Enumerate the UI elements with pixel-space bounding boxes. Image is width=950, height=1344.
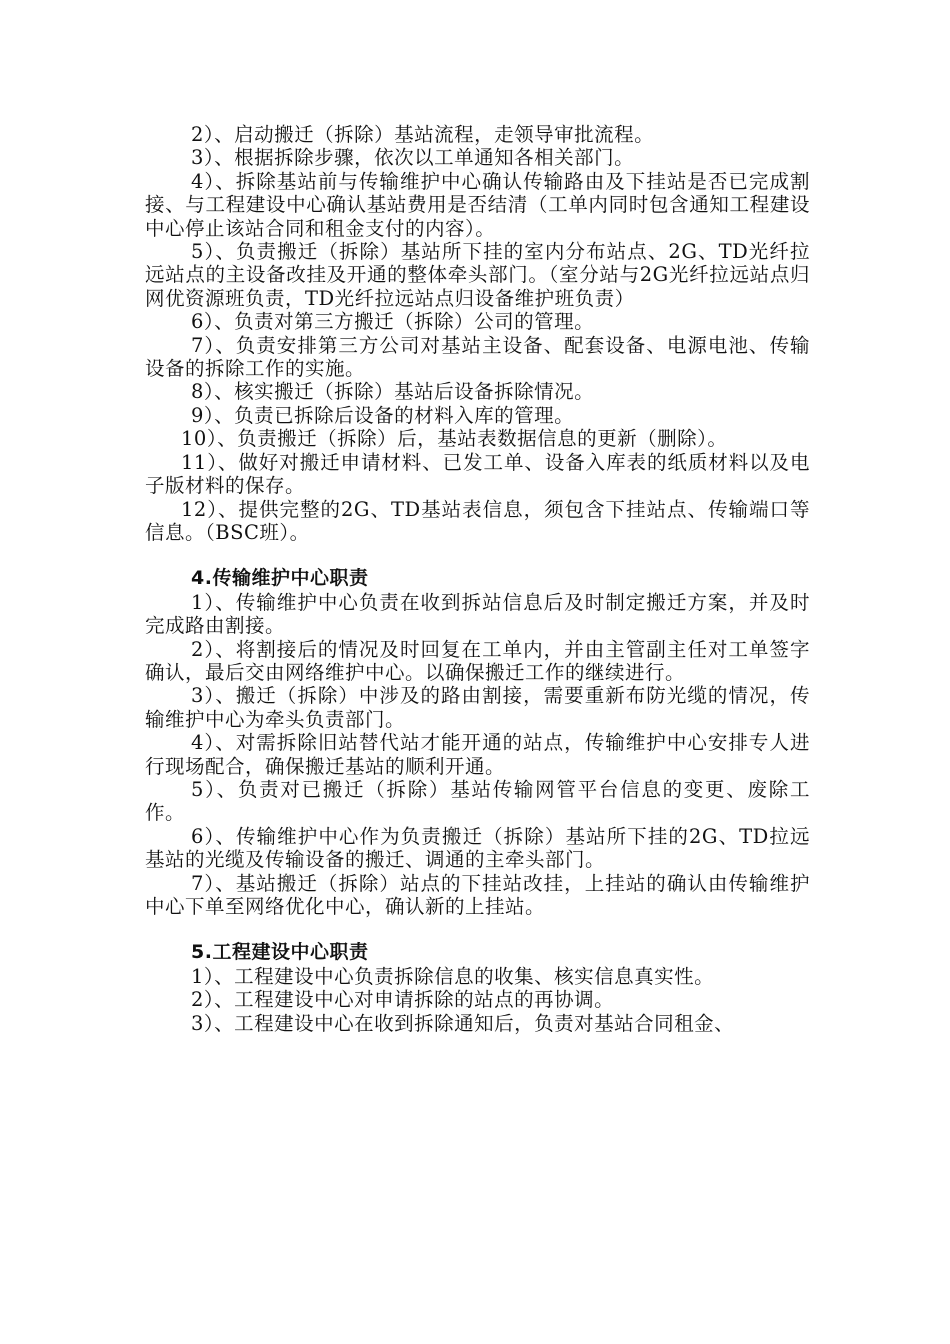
list-item: 7）、基站搬迁（拆除）站点的下挂站改挂，上挂站的确认由传输维护中心下单至网络优化中心，确认新的上挂站。 bbox=[145, 871, 810, 918]
list-item: 6）、负责对第三方搬迁（拆除）公司的管理。 bbox=[191, 310, 595, 334]
list-item: 4）、拆除基站前与传输维护中心确认传输路由及下挂站是否已完成割接、与工程建设中心确认基站费用是否结清（工单内同时包含通知工程建设中心停止该站合同和租金支付的内容）。 bbox=[145, 169, 810, 240]
section-transmission-maintenance-duties bbox=[145, 567, 810, 918]
list-item: 11）、做好对搬迁申请材料、已发工单、设备入库表的纸质材料以及电子版材料的保存。 bbox=[145, 450, 810, 498]
list-item: 4）、对需拆除旧站替代站才能开通的站点，传输维护中心安排专人进行现场配合，确保搬迁基站的顺利开通。 bbox=[145, 731, 810, 778]
list-item: 10）、负责搬迁（拆除）后，基站表数据信息的更新（删除）。 bbox=[181, 427, 728, 451]
list-item: 12）、提供完整的2G、TD基站表信息，须包含下挂站点、传输端口等信息。（BSC班）。 bbox=[145, 497, 810, 544]
list-item: 9）、负责已拆除后设备的材料入库的管理。 bbox=[191, 403, 575, 427]
section-spacer bbox=[145, 544, 810, 567]
section-heading: 4.传输维护中心职责 bbox=[191, 567, 369, 590]
list-item: 5）、负责对已搬迁（拆除）基站传输网管平台信息的变更、废除工作。 bbox=[145, 777, 810, 825]
list-item: 6）、传输维护中心作为负责搬迁（拆除）基站所下挂的2G、TD拉远基站的光缆及传输设备的搬迁、调通的主牵头部门。 bbox=[145, 824, 810, 872]
list-item: 2）、工程建设中心对申请拆除的站点的再协调。 bbox=[191, 988, 615, 1012]
list-item: 2）、启动搬迁（拆除）基站流程，走领导审批流程。 bbox=[191, 123, 655, 146]
list-item: 1）、传输维护中心负责在收到拆站信息后及时制定搬迁方案，并及时完成路由割接。 bbox=[145, 590, 810, 638]
list-item: 8）、核实搬迁（拆除）基站后设备拆除情况。 bbox=[191, 380, 595, 404]
document-body bbox=[145, 123, 810, 1035]
section-spacer bbox=[145, 918, 810, 941]
list-item: 2）、将割接后的情况及时回复在工单内，并由主管副主任对工单签字确认，最后交由网络维护中心。以确保搬迁工作的继续进行。 bbox=[145, 637, 810, 684]
list-item: 1）、工程建设中心负责拆除信息的收集、核实信息真实性。 bbox=[191, 964, 715, 988]
list-item: 7）、负责安排第三方公司对基站主设备、配套设备、电源电池、传输设备的拆除工作的实施。 bbox=[145, 333, 810, 381]
section-engineering-construction-duties bbox=[145, 941, 810, 1035]
list-item: 3）、搬迁（拆除）中涉及的路由割接，需要重新布防光缆的情况，传输维护中心为牵头负责部门。 bbox=[145, 684, 810, 731]
list-item: 3）、工程建设中心在收到拆除通知后，负责对基站合同租金、 bbox=[191, 1011, 735, 1035]
list-item: 3）、根据拆除步骤，依次以工单通知各相关部门。 bbox=[191, 146, 635, 170]
list-item: 5）、负责搬迁（拆除）基站所下挂的室内分布站点、2G、TD光纤拉远站点的主设备改挂及开通的整体牵头部门。（室分站与2G光纤拉远站点归网优资源班负责，TD光纤拉远站点归设备维护班负责） bbox=[145, 240, 810, 310]
section-network-maintenance-duties bbox=[145, 123, 810, 544]
section-heading: 5.工程建设中心职责 bbox=[191, 941, 369, 964]
